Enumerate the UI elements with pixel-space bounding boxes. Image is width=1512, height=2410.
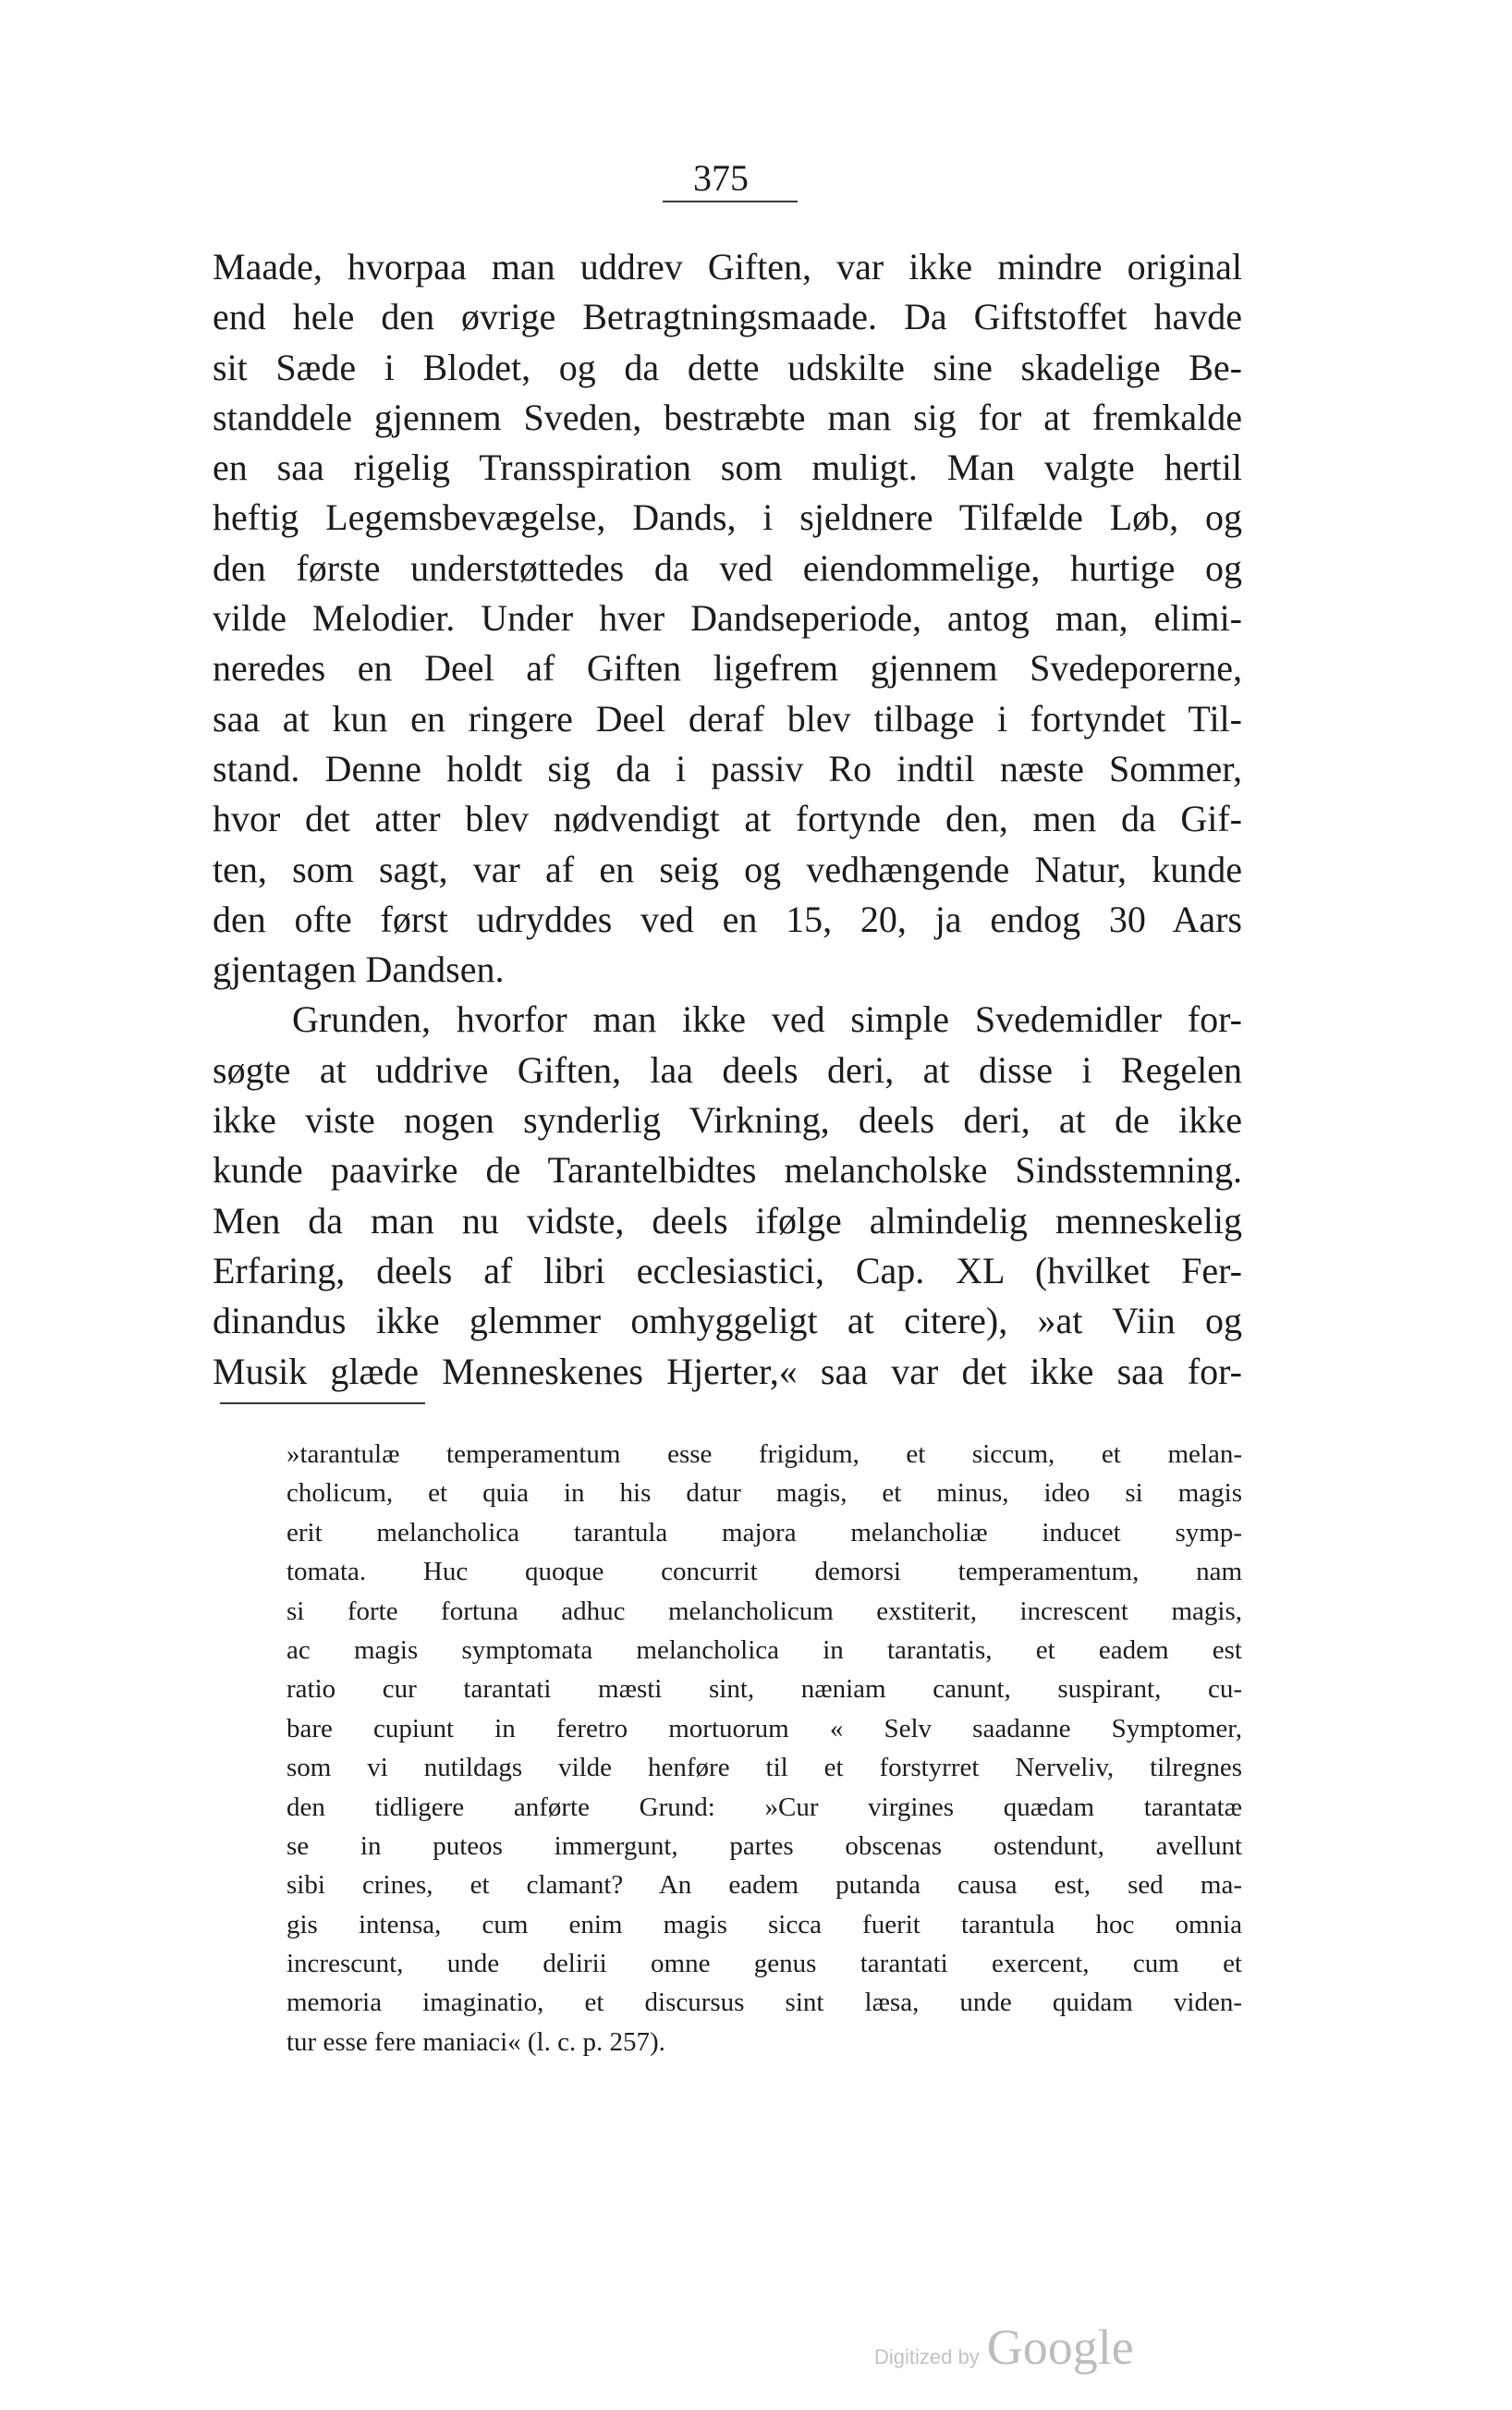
body-line: Musik glæde Menneskenes Hjerter,« saa var det ikke saa for- xyxy=(213,1350,1242,1392)
footnote-line: cholicum, et quia in his datur magis, et minus, ideo si magis xyxy=(287,1478,1242,1509)
body-line: en saa rigelig Transspiration som muligt. Man valgte hertil xyxy=(213,447,1242,489)
body-line: kunde paavirke de Tarantelbidtes melancholske Sindsstemning. xyxy=(213,1149,1242,1192)
footnote-line: bare cupiunt in feretro mortuorum « Selv saadanne Symptomer, xyxy=(287,1713,1242,1743)
footnote-line: se in puteos immergunt, partes obscenas ostendunt, avellunt xyxy=(287,1830,1242,1861)
body-line: sit Sæde i Blodet, og da dette udskilte sine skadelige Be- xyxy=(213,346,1242,388)
page-number-underline xyxy=(663,201,798,202)
digitized-watermark xyxy=(874,2318,1134,2374)
footnote-line: si forte fortuna adhuc melancholicum exstiterit, increscent magis, xyxy=(287,1596,1242,1626)
footnote-separator xyxy=(220,1402,425,1404)
body-line: heftig Legemsbevægelse, Dands, i sjeldnere Tilfælde Løb, og xyxy=(213,496,1242,539)
main-text xyxy=(213,242,1242,1397)
body-line: den ofte først udryddes ved en 15, 20, ja endog 30 Aars xyxy=(213,898,1242,940)
footnote-line: memoria imaginatio, et discursus sint læsa, unde quidam viden- xyxy=(287,1988,1242,2018)
body-line: dinandus ikke glemmer omhyggeligt at citere), »at Viin og xyxy=(213,1300,1242,1342)
footnote-line: tur esse fere maniaci« (l. c. p. 257). xyxy=(287,2026,665,2057)
body-line: Erfaring, deels af libri ecclesiastici, Cap. XL (hvilket Fer- xyxy=(213,1249,1242,1291)
footnote-line: ac magis symptomata melancholica in tarantatis, et eadem est xyxy=(287,1634,1242,1665)
body-line: neredes en Deel af Giften ligefrem gjennem Svedeporerne, xyxy=(213,647,1242,690)
body-line: standdele gjennem Sveden, bestræbte man sig for at fremkalde xyxy=(213,396,1242,438)
body-line: Grunden, hvorfor man ikke ved simple Svedemidler for- xyxy=(292,998,1242,1041)
body-line: Men da man nu vidste, deels ifølge almindelig menneskelig xyxy=(213,1199,1242,1242)
footnote xyxy=(287,1435,1242,2061)
body-line: hvor det atter blev nødvendigt at fortynde den, men da Gif- xyxy=(213,798,1242,840)
footnote-line: sibi crines, et clamant? An eadem putanda causa est, sed ma- xyxy=(287,1870,1242,1901)
footnote-line: »tarantulæ temperamentum esse frigidum, et siccum, et melan- xyxy=(287,1439,1242,1469)
footnote-line: ratio cur tarantati mæsti sint, næniam canunt, suspirant, cu- xyxy=(287,1674,1242,1705)
footnote-line: tomata. Huc quoque concurrit demorsi temperamentum, nam xyxy=(287,1557,1242,1587)
page-number: 375 xyxy=(693,157,749,199)
body-line: gjentagen Dandsen. xyxy=(213,948,505,991)
footnote-line: gis intensa, cum enim magis sicca fuerit tarantula hoc omnia xyxy=(287,1909,1242,1939)
body-line: søgte at uddrive Giften, laa deels deri, at disse i Regelen xyxy=(213,1048,1242,1091)
google-logo: Google xyxy=(986,2319,1134,2375)
footnote-line: den tidligere anførte Grund: »Cur virgines quædam tarantatæ xyxy=(287,1792,1242,1822)
body-line: end hele den øvrige Betragtningsmaade. Da Giftstoffet havde xyxy=(213,296,1242,338)
body-line: ten, som sagt, var af en seig og vedhængende Natur, kunde xyxy=(213,848,1242,890)
body-line: den første understøttedes da ved eiendommelige, hurtige og xyxy=(213,546,1242,589)
footnote-line: erit melancholica tarantula majora melancholiæ inducet symp- xyxy=(287,1517,1242,1548)
body-line: stand. Denne holdt sig da i passiv Ro indtil næste Sommer, xyxy=(213,747,1242,789)
watermark-prefix: Digitized by xyxy=(874,2345,980,2368)
body-line: vilde Melodier. Under hver Dandseperiode, antog man, elimi- xyxy=(213,597,1242,640)
body-line: Maade, hvorpaa man uddrev Giften, var ikke mindre original xyxy=(213,246,1242,287)
body-line: saa at kun en ringere Deel deraf blev tilbage i fortyndet Til- xyxy=(213,697,1242,740)
footnote-line: som vi nutildags vilde henføre til et forstyrret Nerveliv, tilregnes xyxy=(287,1753,1242,1783)
footnote-line: increscunt, unde delirii omne genus tarantati exercent, cum et xyxy=(287,1949,1242,1979)
body-line: ikke viste nogen synderlig Virkning, deels deri, at de ikke xyxy=(213,1099,1242,1142)
